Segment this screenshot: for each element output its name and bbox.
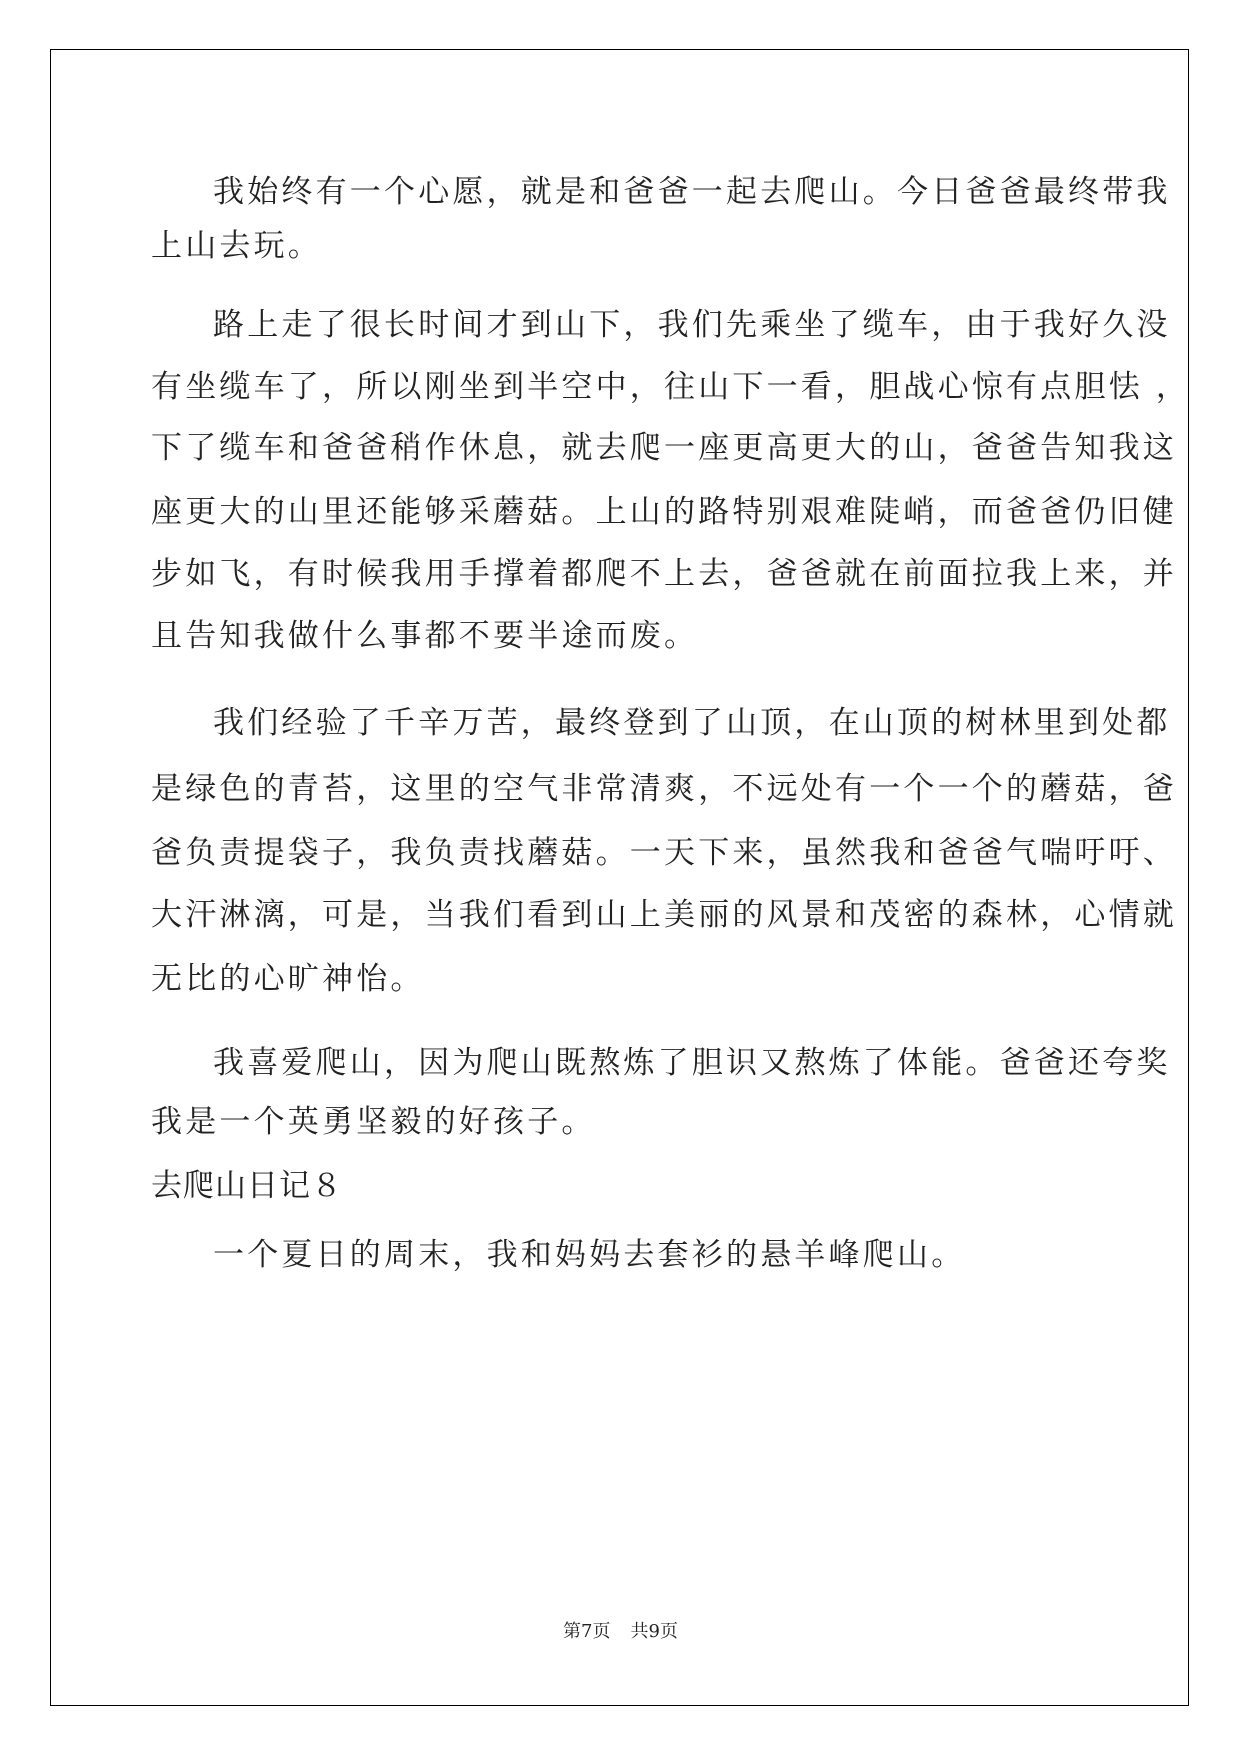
paragraph-line: 一个夏日的周末，我和妈妈去套衫的悬羊峰爬山。 xyxy=(213,1237,966,1273)
paragraph-line: 步如飞，有时候我用手撑着都爬不上去，爸爸就在前面拉我上来，并 xyxy=(151,556,1177,592)
paragraph-line: 路上走了很长时间才到山下，我们先乘坐了缆车，由于我好久没 xyxy=(213,307,1171,343)
page-number-current: 第7页 xyxy=(563,1621,611,1642)
paragraph-line: 有坐缆车了，所以刚坐到半空中，往山下一看，胆战心惊有点胆怯 ， xyxy=(151,369,1191,405)
paragraph-line: 下了缆车和爸爸稍作休息，就去爬一座更高更大的山，爸爸告知我这 xyxy=(151,430,1177,466)
paragraph-line: 上山去玩。 xyxy=(151,228,322,264)
page-number-total: 共9页 xyxy=(630,1621,678,1642)
paragraph-line: 无比的心旷神怡。 xyxy=(151,961,425,997)
paragraph-line: 座更大的山里还能够采蘑菇。上山的路特别艰难陡峭，而爸爸仍旧健 xyxy=(151,494,1177,530)
paragraph-line: 是绿色的青苔，这里的空气非常清爽，不远处有一个一个的蘑菇，爸 xyxy=(151,771,1177,807)
page-footer xyxy=(0,1617,1241,1643)
paragraph-line: 我喜爱爬山，因为爬山既熬炼了胆识又熬炼了体能。爸爸还夸奖 xyxy=(213,1045,1171,1081)
paragraph-line: 我是一个英勇坚毅的好孩子。 xyxy=(151,1104,596,1140)
paragraph-line: 我们经验了千辛万苦，最终登到了山顶，在山顶的树林里到处都 xyxy=(213,705,1171,741)
paragraph-line: 大汗淋漓，可是，当我们看到山上美丽的风景和茂密的森林，心情就 xyxy=(151,897,1177,933)
paragraph-line: 我始终有一个心愿，就是和爸爸一起去爬山。今日爸爸最终带我 xyxy=(213,174,1171,210)
paragraph-line: 且告知我做什么事都不要半途而废。 xyxy=(151,618,699,654)
paragraph-line: 爸负责提袋子，我负责找蘑菇。一天下来，虽然我和爸爸气喘吁吁、 xyxy=(151,835,1177,871)
section-heading: 去爬山日记８ xyxy=(151,1168,343,1204)
